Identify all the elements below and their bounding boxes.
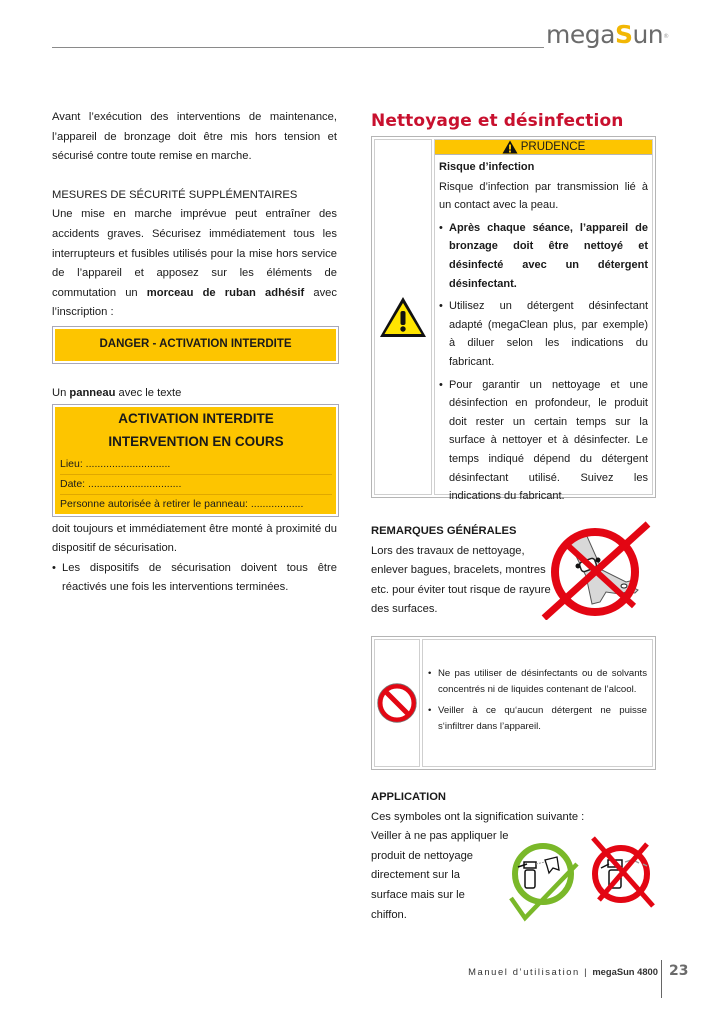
measures-title: MESURES DE SÉCURITÉ SUPPLÉMENTAIRES: [52, 188, 298, 201]
prudence-header: [435, 140, 652, 155]
panel-line-person: Personne autorisée à retirer le panneau: ..................: [60, 494, 332, 514]
measures-bold: morceau de ruban adhésif: [146, 286, 305, 299]
logo-text-suffix: un: [632, 20, 664, 49]
page-number: 23: [669, 963, 689, 979]
application-line: produit de nettoyage: [371, 849, 474, 862]
application-title: APPLICATION: [371, 791, 446, 803]
header-rule: [52, 47, 544, 48]
list-item: [439, 297, 648, 371]
bullet-dot: •: [52, 561, 56, 574]
notice-table: [371, 636, 656, 770]
caution-subtitle: Risque d’infection: [439, 161, 535, 173]
caution-icon-cell: [374, 139, 432, 495]
list-item: [439, 219, 648, 293]
danger-tape-label: [52, 326, 339, 364]
footer-manual-label: Manuel d’utilisation |: [468, 966, 593, 977]
notice-icon-cell: [374, 639, 420, 767]
bullet-dot: •: [439, 300, 443, 313]
bullet-dot: •: [428, 668, 432, 679]
general-remarks: [371, 522, 656, 622]
small-warning-icon: [502, 140, 518, 154]
section-title: Nettoyage et désinfection: [371, 111, 624, 131]
application-section: [371, 788, 656, 925]
warning-triangle-icon: [378, 295, 428, 339]
list-item: [428, 703, 647, 735]
footer-brand: megaSun 4800: [592, 966, 658, 977]
panel-intro-bold: panneau: [69, 386, 116, 399]
prudence-label: PRUDENCE: [520, 141, 586, 153]
list-item: [52, 559, 337, 598]
logo-registered-mark: ®: [663, 33, 669, 40]
application-line: directement sur la: [371, 869, 460, 882]
measures-text-1: Une mise en marche imprévue peut entraîner des accidents graves. Sécurisez immédiatement tous les interrupteurs et fusibles utilisés pour la mise hors service de l’appareil et apposez sur les éléments de commutation un: [52, 208, 337, 299]
megasun-logo: [546, 20, 669, 50]
bullet-text: Les dispositifs de sécurisation doivent tous être réactivés une fois les interventions terminées.: [62, 561, 337, 594]
logo-text-prefix: mega: [546, 20, 615, 49]
measures-text-2: avec l’inscription :: [52, 286, 337, 319]
danger-label-text: DANGER - ACTIVATION INTERDITE: [55, 329, 336, 361]
panel-intro: [52, 384, 337, 404]
bullet-dot: •: [428, 705, 432, 716]
panel-title-2: INTERVENTION EN COURS: [108, 433, 284, 449]
bullet-text: Ne pas utiliser de désinfectants ou de solvants concentrés ni de liquides contenant de l’alcool.: [438, 668, 647, 695]
bullet-text: Veiller à ce qu‘aucun détergent ne puisse s‘infiltrer dans l’appareil.: [438, 705, 647, 732]
footer-rule: [661, 960, 662, 998]
measures-paragraph: [52, 205, 337, 323]
spray-on-surface-prohibited-icon: [587, 834, 659, 910]
panel-title-1: ACTIVATION INTERDITE: [118, 410, 274, 426]
bullet-dot: •: [439, 378, 443, 391]
after-panel-text: doit toujours et immédiatement être monté à proximité du dispositif de sécurisation.: [52, 522, 337, 555]
application-line: Veiller à ne pas appliquer le: [371, 830, 509, 843]
panel-line-date: Date: ................................: [60, 474, 332, 494]
caution-body: [434, 139, 653, 503]
intro-paragraph: Avant l’exécution des interventions de maintenance, l’appareil de bronzage doit être mis hors tension et sécurisé contre toute remise en marche.: [52, 111, 337, 163]
application-line: chiffon.: [371, 908, 407, 921]
list-item: [439, 376, 648, 506]
logo-text-s: S: [614, 20, 633, 49]
caution-lead: Risque d’infection par transmission lié à un contact avec la peau.: [439, 180, 648, 212]
application-intro: Ces symboles ont la signification suivante :: [371, 810, 585, 823]
prohibition-icon: [377, 683, 417, 723]
bullet-text: Après chaque séance, l’appareil de bronzage doit être nettoyé et désinfecté avec un détergent désinfectant.: [449, 221, 648, 290]
panel-intro-2: avec le texte: [115, 386, 182, 399]
footer-text: [430, 965, 658, 979]
list-item: [428, 666, 647, 698]
no-jewelry-icon: [534, 520, 652, 620]
bullet-text: Utilisez un détergent désinfectant adapté (megaClean plus, par exemple) à diluer selon les indications du fabricant.: [449, 300, 648, 368]
panel-line-lieu: Lieu: .............................: [60, 457, 171, 470]
panel-intro-1: Un: [52, 386, 70, 399]
bullet-dot: •: [439, 221, 443, 234]
bullet-text: Pour garantir un nettoyage et une désinfection en profondeur, le produit doit rester un certain temps sur la surface à nettoyer et à désinfecter. Le temps indiqué dépend du détergent désinfectant utilisé. Suivez les indications du fabricant.: [449, 378, 648, 503]
spray-on-cloth-correct-icon: [505, 840, 587, 922]
warning-panel: [52, 404, 339, 517]
right-column: [371, 108, 656, 925]
application-line: surface mais sur le: [371, 888, 465, 901]
left-column: [52, 108, 337, 598]
remarks-text: Lors des travaux de nettoyage, enlever bagues, bracelets, montres etc. pour éviter tout risque de rayure des surfaces.: [371, 544, 551, 616]
caution-table: [371, 136, 656, 503]
remarks-title: REMARQUES GÉNÉRALES: [371, 525, 517, 537]
